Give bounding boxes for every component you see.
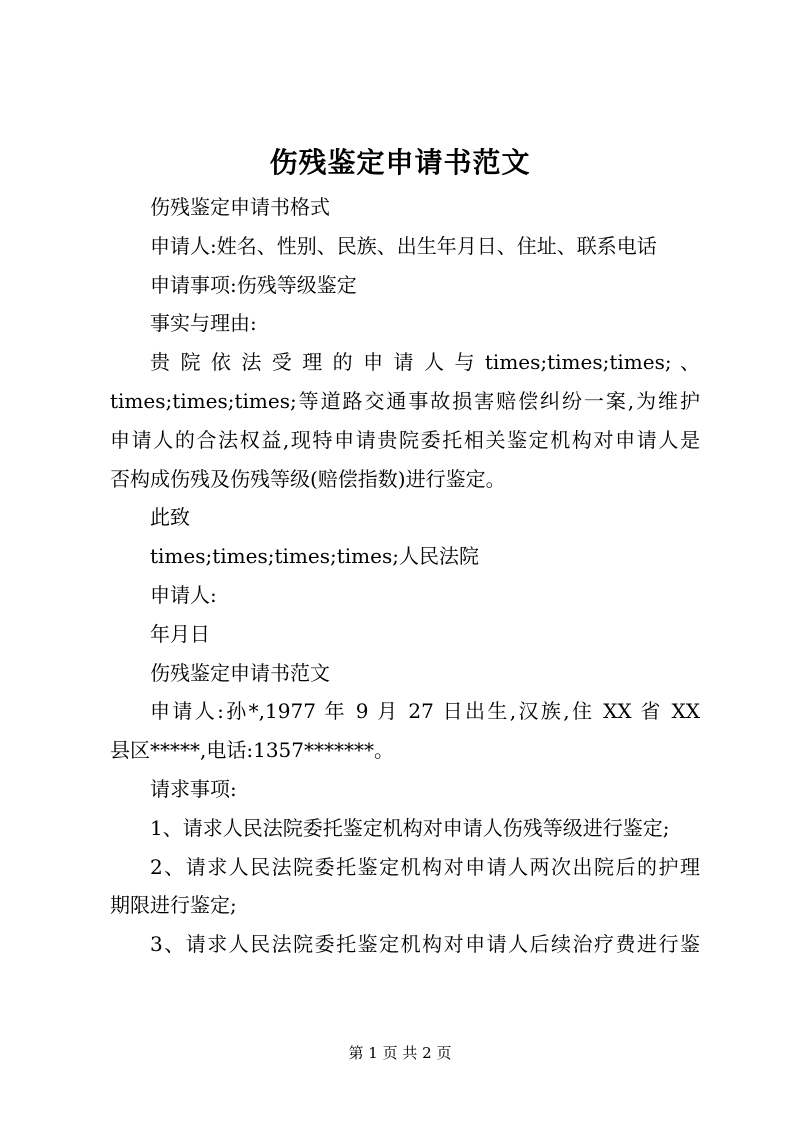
paragraph-line: 申请人的合法权益,现特申请贵院委托相关鉴定机构对申请人是 — [110, 427, 700, 452]
page-footer: 第 1 页 共 2 页 — [348, 1044, 452, 1062]
paragraph-line: 伤残鉴定申请书格式 — [150, 195, 330, 219]
paragraph-line: times;times;times;times;人民法院 — [150, 544, 479, 569]
paragraph-line: times;times;times;等道路交通事故损害赔偿纠纷一案,为维护 — [110, 388, 700, 413]
paragraph-line: 2、请求人民法院委托鉴定机构对申请人两次出院后的护理 — [150, 854, 700, 879]
paragraph-line: 请求事项: — [150, 776, 237, 801]
paragraph-line: 贵 院 依 法 受 理 的 申 请 人 与 times;times;times; 、 — [150, 350, 700, 375]
paragraph-line: 期限进行鉴定; — [110, 893, 237, 918]
paragraph-line: 申请事项:伤残等级鉴定 — [150, 272, 357, 297]
paragraph-line: 事实与理由: — [150, 311, 257, 336]
paragraph-line: 申请人:姓名、性别、民族、出生年月日、住址、联系电话 — [150, 233, 657, 258]
paragraph-line: 1、请求人民法院委托鉴定机构对申请人伤残等级进行鉴定; — [150, 815, 670, 840]
paragraph-line: 年月日 — [150, 621, 210, 646]
paragraph-line: 伤残鉴定申请书范文 — [150, 660, 330, 685]
paragraph-line: 否构成伤残及伤残等级(赔偿指数)进行鉴定。 — [110, 466, 506, 491]
paragraph-line: 此致 — [150, 505, 190, 530]
document-body — [110, 188, 700, 964]
document-title: 伤残鉴定申请书范文 — [269, 146, 531, 179]
paragraph-line: 申请人: — [150, 582, 217, 607]
paragraph-line: 3、请求人民法院委托鉴定机构对申请人后续治疗费进行鉴 — [150, 932, 700, 957]
paragraph-line: 申请人:孙*,1977 年 9 月 27 日出生,汉族,住 XX 省 XX — [150, 699, 700, 724]
paragraph-line: 县区*****,电话:1357*******。 — [110, 738, 394, 763]
